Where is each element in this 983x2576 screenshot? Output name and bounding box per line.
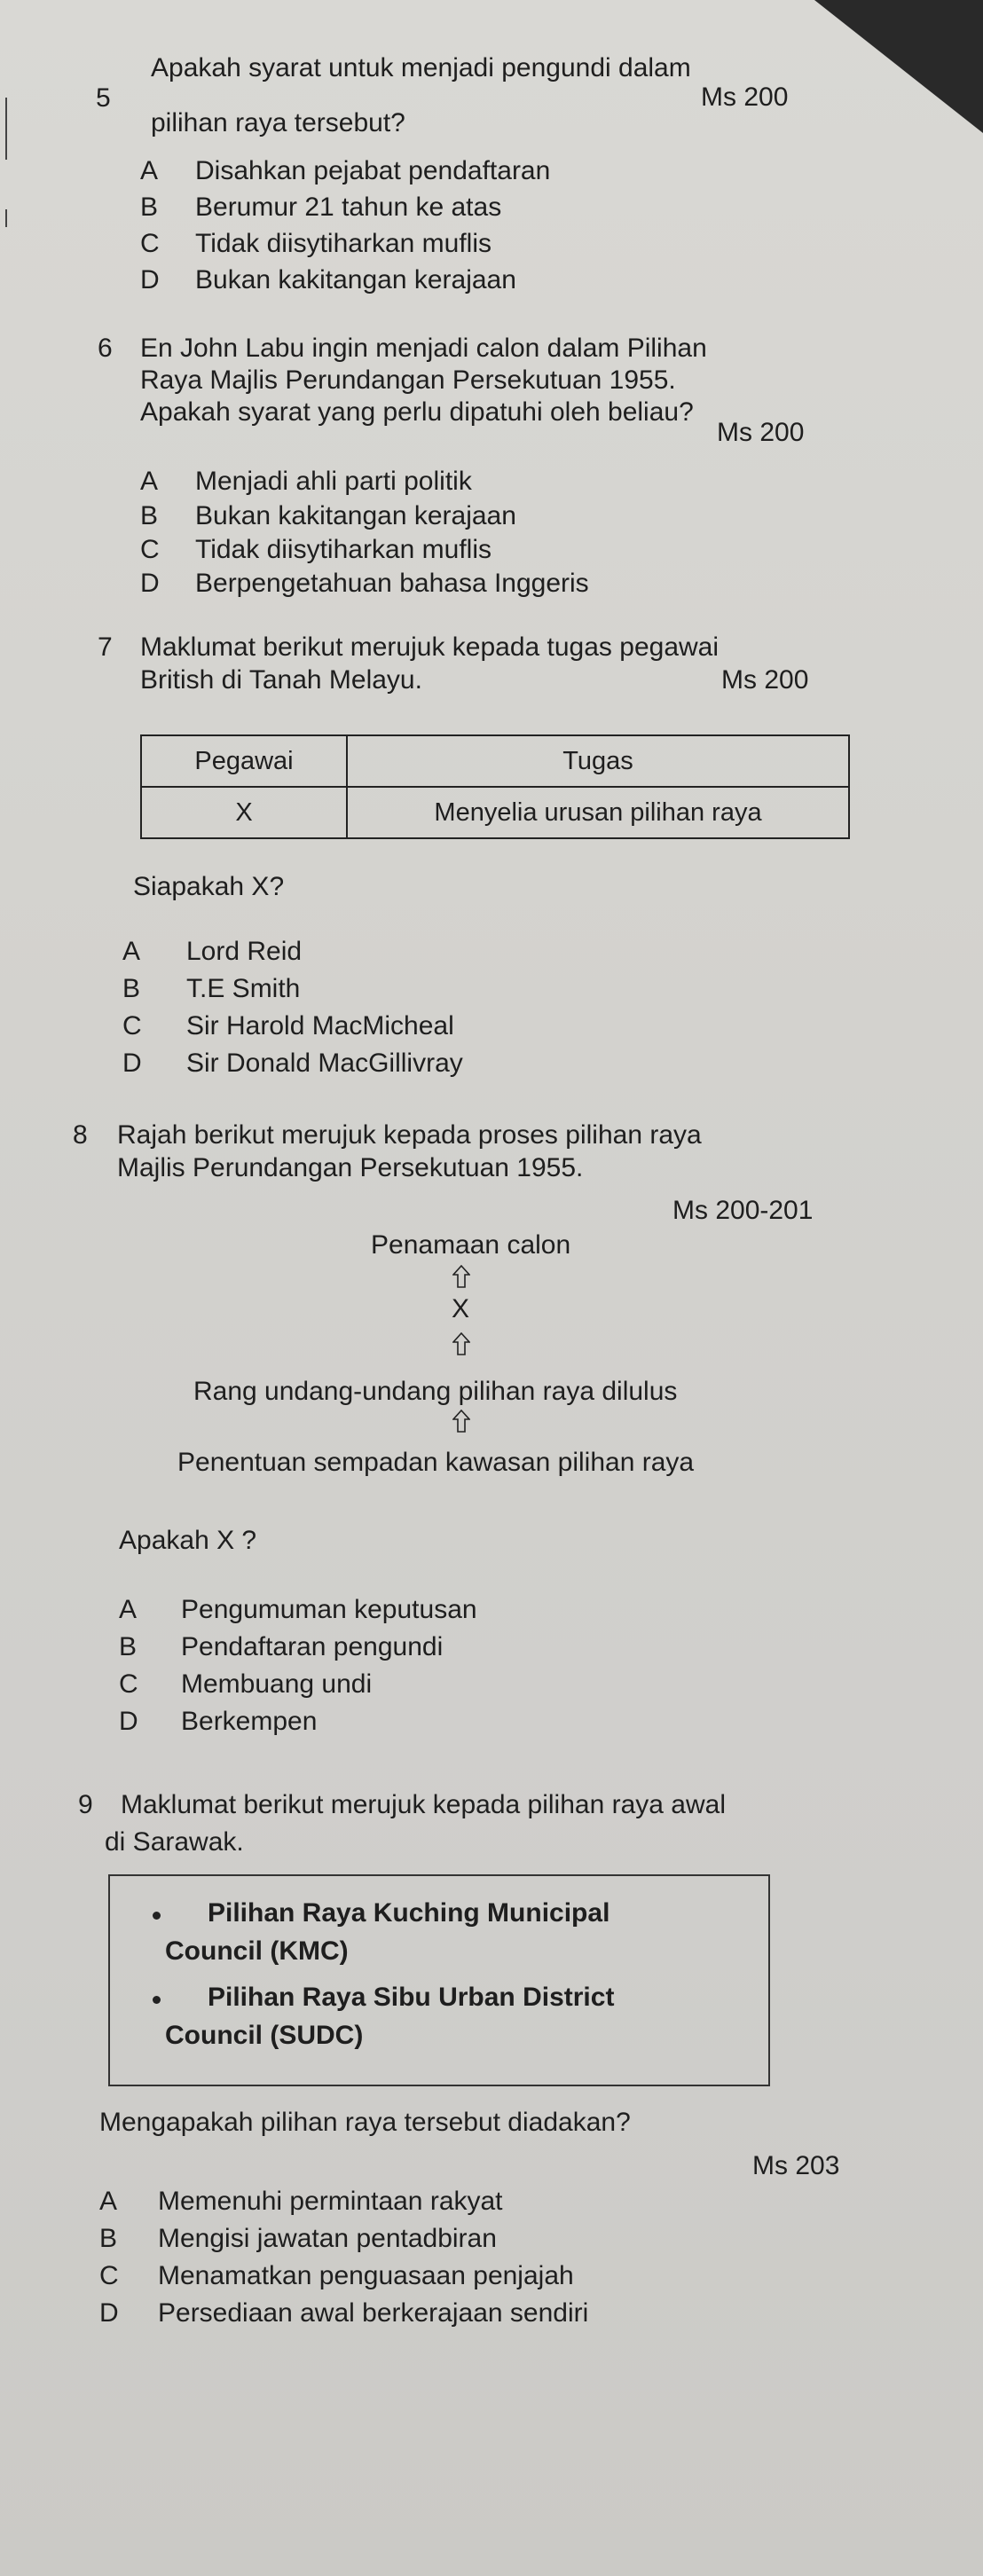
option-letter[interactable]: B	[140, 501, 159, 530]
option-text[interactable]: Lord Reid	[186, 937, 303, 966]
option-letter[interactable]: D	[99, 2298, 119, 2328]
option-text[interactable]: Membuang undi	[181, 1669, 373, 1699]
question-number: 9	[78, 1790, 93, 1819]
option-text[interactable]: Mengisi jawatan pentadbiran	[158, 2224, 497, 2253]
question-prompt: Mengapakah pilihan raya tersebut diadakan?	[99, 2108, 631, 2137]
flow-step: Rang undang-undang pilihan raya dilulus	[193, 1377, 678, 1406]
question-prompt: Siapakah X?	[133, 872, 285, 901]
up-arrow-icon	[452, 1265, 470, 1288]
option-text[interactable]: Pendaftaran pengundi	[181, 1632, 444, 1661]
up-arrow-icon	[452, 1410, 470, 1433]
option-text[interactable]: Tidak diisytiharkan muflis	[195, 229, 492, 258]
table-cell: Menyelia urusan pilihan raya	[347, 787, 849, 838]
question-text-line: Maklumat berikut merujuk kepada pilihan raya awal	[121, 1790, 727, 1819]
page-reference: Ms 200	[721, 665, 809, 695]
option-text[interactable]: T.E Smith	[186, 974, 301, 1003]
option-letter[interactable]: C	[140, 229, 160, 258]
option-letter[interactable]: D	[140, 569, 160, 598]
option-letter[interactable]: D	[140, 265, 160, 295]
option-letter[interactable]: D	[119, 1707, 138, 1736]
box-item-line: Pilihan Raya Kuching Municipal	[208, 1898, 610, 1928]
question-number: 5	[96, 83, 111, 113]
question-text-line: di Sarawak.	[105, 1827, 244, 1857]
flow-step: Penentuan sempadan kawasan pilihan raya	[177, 1448, 695, 1477]
option-letter[interactable]: C	[99, 2261, 119, 2290]
question-text-line: Majlis Perundangan Persekutuan 1955.	[117, 1153, 584, 1182]
question-text-line: Apakah syarat untuk menjadi pengundi dalam	[151, 53, 691, 82]
question-text-line: Raya Majlis Perundangan Persekutuan 1955.	[140, 365, 676, 395]
box-item-line: Council (SUDC)	[165, 2021, 364, 2050]
option-letter[interactable]: C	[140, 535, 160, 564]
option-text[interactable]: Menjadi ahli parti politik	[195, 467, 472, 496]
page-reference: Ms 200-201	[672, 1196, 814, 1225]
question-text-line: En John Labu ingin menjadi calon dalam Pilihan	[140, 334, 707, 363]
box-item-line: Council (KMC)	[165, 1936, 349, 1966]
table-row	[141, 787, 849, 838]
question-text-line: pilihan raya tersebut?	[151, 108, 405, 137]
option-text[interactable]: Tidak diisytiharkan muflis	[195, 535, 492, 564]
question-number: 7	[98, 632, 113, 662]
page-reference: Ms 200	[701, 82, 789, 112]
edge-mark	[5, 98, 7, 160]
option-text[interactable]: Sir Donald MacGillivray	[186, 1048, 463, 1078]
option-text[interactable]: Sir Harold MacMicheal	[186, 1011, 454, 1041]
bullet-icon	[153, 1912, 161, 1920]
option-text[interactable]: Pengumuman keputusan	[181, 1595, 477, 1624]
edge-mark	[5, 209, 7, 227]
option-letter[interactable]: C	[119, 1669, 138, 1699]
option-text[interactable]: Persediaan awal berkerajaan sendiri	[158, 2298, 589, 2328]
flow-step: Penamaan calon	[371, 1230, 571, 1260]
flow-step-unknown: X	[452, 1294, 470, 1323]
page-reference: Ms 200	[717, 418, 805, 447]
question-text-line: Maklumat berikut merujuk kepada tugas pegawai	[140, 632, 720, 662]
option-text[interactable]: Menamatkan penguasaan penjajah	[158, 2261, 574, 2290]
option-text[interactable]: Disahkan pejabat pendaftaran	[195, 156, 551, 185]
question-number: 6	[98, 334, 113, 363]
table-header-cell: Pegawai	[141, 735, 347, 787]
option-text[interactable]: Berumur 21 tahun ke atas	[195, 192, 502, 222]
officer-table	[140, 734, 850, 839]
box-item-line: Pilihan Raya Sibu Urban District	[208, 1983, 615, 2012]
question-text-line: Apakah syarat yang perlu dipatuhi oleh beliau?	[140, 397, 694, 427]
option-letter[interactable]: A	[140, 156, 159, 185]
table-cell: X	[141, 787, 347, 838]
table-header-row	[141, 735, 849, 787]
option-letter[interactable]: C	[122, 1011, 142, 1041]
option-text[interactable]: Bukan kakitangan kerajaan	[195, 501, 516, 530]
option-letter[interactable]: B	[122, 974, 141, 1003]
table-header-cell: Tugas	[347, 735, 849, 787]
option-letter[interactable]: B	[119, 1632, 138, 1661]
option-letter[interactable]: A	[122, 937, 141, 966]
option-letter[interactable]: A	[119, 1595, 138, 1624]
question-text-line: Rajah berikut merujuk kepada proses pilihan raya	[117, 1120, 702, 1150]
option-text[interactable]: Bukan kakitangan kerajaan	[195, 265, 516, 295]
bullet-icon	[153, 1996, 161, 2004]
option-letter[interactable]: A	[140, 467, 159, 496]
option-letter[interactable]: A	[99, 2187, 118, 2216]
question-text-line: British di Tanah Melayu.	[140, 665, 422, 695]
option-text[interactable]: Memenuhi permintaan rakyat	[158, 2187, 503, 2216]
option-letter[interactable]: D	[122, 1048, 142, 1078]
up-arrow-icon	[452, 1332, 470, 1355]
option-text[interactable]: Berpengetahuan bahasa Inggeris	[195, 569, 589, 598]
option-letter[interactable]: B	[140, 192, 159, 222]
info-box	[108, 1874, 770, 2086]
page-shadow-corner	[814, 0, 983, 133]
option-text[interactable]: Berkempen	[181, 1707, 318, 1736]
question-number: 8	[73, 1120, 88, 1150]
option-letter[interactable]: B	[99, 2224, 118, 2253]
question-prompt: Apakah X ?	[119, 1526, 257, 1555]
page-reference: Ms 203	[752, 2151, 840, 2180]
